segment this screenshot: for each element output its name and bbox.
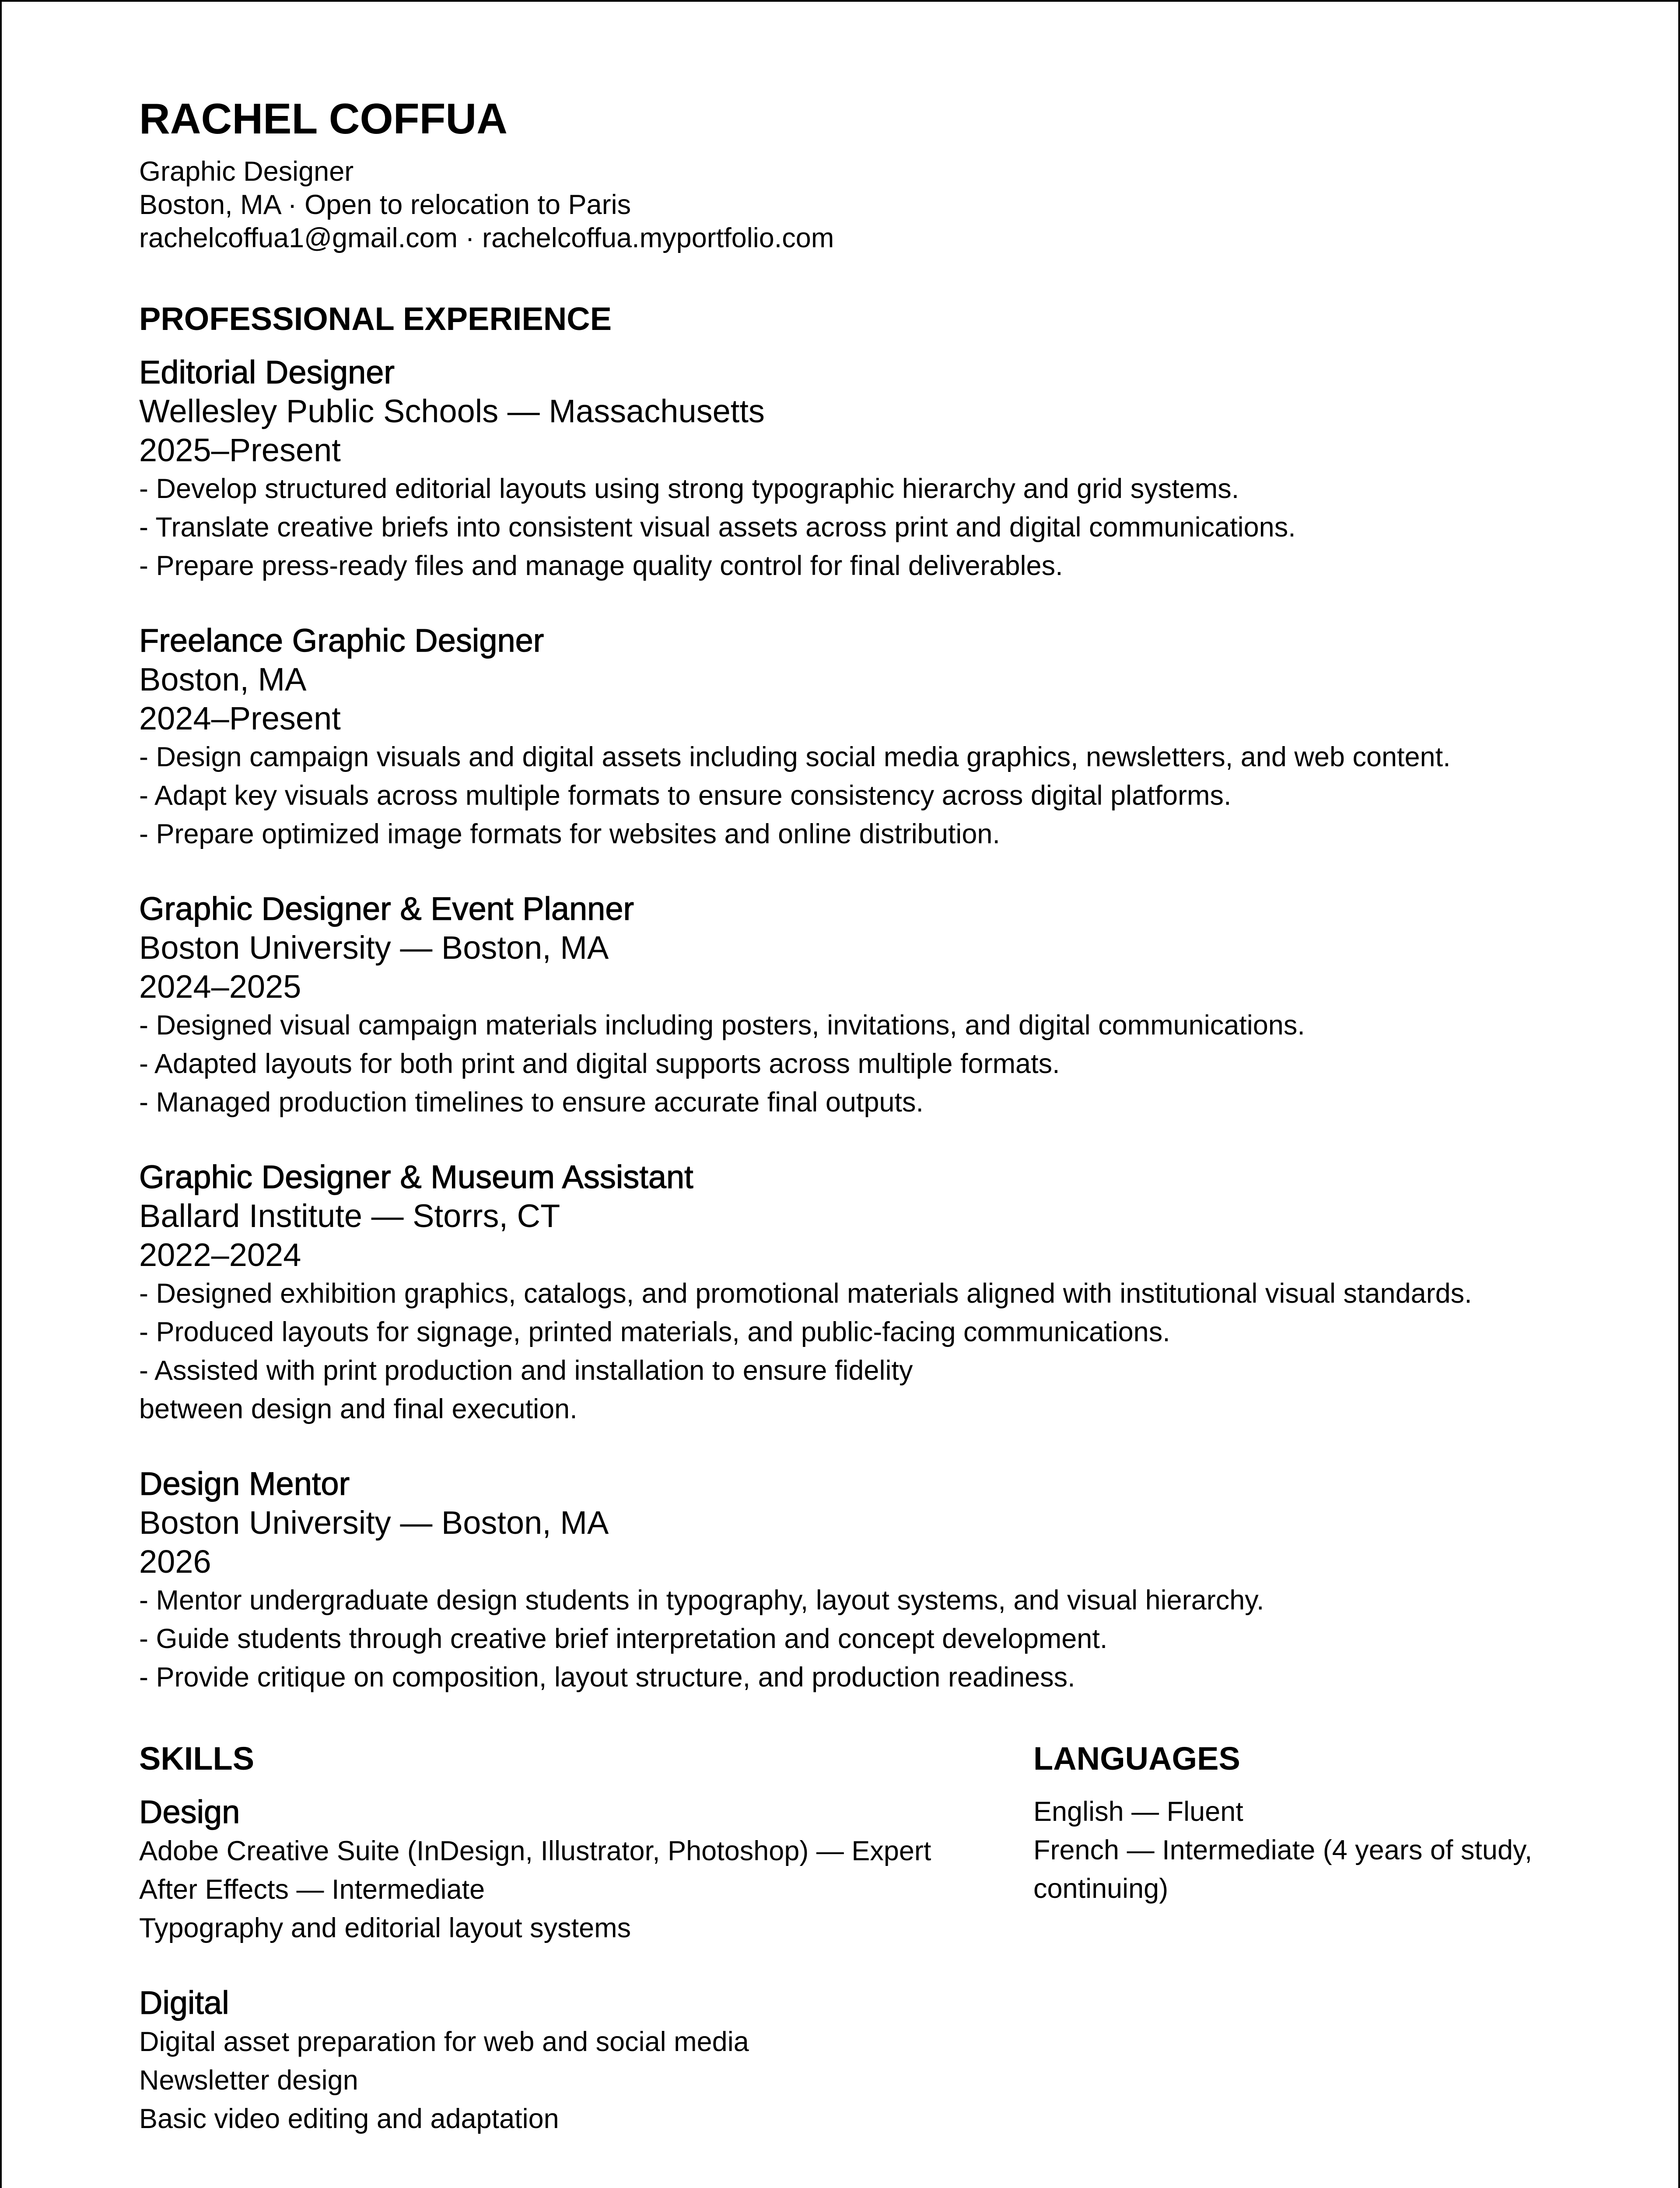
language-item: English — Fluent xyxy=(1033,1796,1243,1827)
job-role: Graphic Designer & Event Planner xyxy=(139,891,634,927)
job-dates: 2024–Present xyxy=(139,700,341,736)
contact-line: rachelcoffua1@gmail.com · rachelcoffua.myportfolio.com xyxy=(139,223,834,253)
skill-item: Newsletter design xyxy=(139,2065,358,2096)
languages-list xyxy=(1033,1792,1558,1908)
job-entry xyxy=(139,889,1548,1122)
skill-item: Digital asset preparation for web and social media xyxy=(139,2027,749,2057)
skills-group-title: Design xyxy=(139,1794,240,1830)
contact-block xyxy=(139,155,1548,255)
skills-list xyxy=(139,2023,1005,2138)
job-entry xyxy=(139,1157,1548,1428)
job-bullet: - Assisted with print production and installation to ensure fidelity xyxy=(139,1355,913,1386)
languages-heading: LANGUAGES xyxy=(1033,1740,1240,1777)
location-line: Boston, MA · Open to relocation to Paris xyxy=(139,189,631,220)
job-organization: Ballard Institute — Storrs, CT xyxy=(139,1198,560,1234)
job-bullets xyxy=(139,738,1548,853)
job-bullet: - Prepare press-ready files and manage quality control for final deliverables. xyxy=(139,551,1063,581)
job-bullets xyxy=(139,1581,1548,1697)
skills-list xyxy=(139,1832,1005,1947)
job-dates: 2022–2024 xyxy=(139,1237,301,1273)
job-title-line: Graphic Designer xyxy=(139,156,354,187)
job-role: Design Mentor xyxy=(139,1466,350,1502)
skill-item: After Effects — Intermediate xyxy=(139,1874,485,1905)
job-bullet: - Adapt key visuals across multiple formats to ensure consistency across digital platforms. xyxy=(139,780,1232,811)
job-bullet: - Prepare optimized image formats for websites and online distribution. xyxy=(139,819,1000,849)
job-dates: 2026 xyxy=(139,1543,211,1580)
skills-column xyxy=(139,1738,1005,2138)
skill-item: Adobe Creative Suite (InDesign, Illustrator, Photoshop) — Expert xyxy=(139,1836,931,1866)
bottom-section xyxy=(139,1738,1548,2158)
job-bullets xyxy=(139,1006,1548,1122)
job-role: Graphic Designer & Museum Assistant xyxy=(139,1159,693,1195)
job-bullet: - Translate creative briefs into consistent visual assets across print and digital communications. xyxy=(139,512,1296,543)
job-role: Freelance Graphic Designer xyxy=(139,622,544,659)
experience-heading: PROFESSIONAL EXPERIENCE xyxy=(139,301,612,337)
skills-heading: SKILLS xyxy=(139,1740,255,1777)
job-bullet: - Design campaign visuals and digital assets including social media graphics, newsletters, and web content. xyxy=(139,742,1451,772)
job-bullet: - Provide critique on composition, layout structure, and production readiness. xyxy=(139,1662,1075,1693)
language-item: French — Intermediate (4 years of study, xyxy=(1033,1835,1533,1865)
job-bullet: - Guide students through creative brief interpretation and concept development. xyxy=(139,1623,1108,1654)
job-bullets xyxy=(139,470,1548,585)
skill-item: Typography and editorial layout systems xyxy=(139,1913,631,1943)
languages-column xyxy=(1033,1738,1558,1908)
job-organization: Wellesley Public Schools — Massachusetts xyxy=(139,393,765,429)
job-bullet: - Designed visual campaign materials including posters, invitations, and digital communications. xyxy=(139,1010,1305,1041)
job-bullet: - Mentor undergraduate design students in typography, layout systems, and visual hierarchy. xyxy=(139,1585,1264,1616)
job-organization: Boston University — Boston, MA xyxy=(139,1504,609,1541)
skill-item: Basic video editing and adaptation xyxy=(139,2104,559,2134)
job-entry xyxy=(139,1464,1548,1697)
job-bullet: - Adapted layouts for both print and digital supports across multiple formats. xyxy=(139,1048,1060,1079)
job-dates: 2025–Present xyxy=(139,432,341,468)
job-bullet: - Develop structured editorial layouts using strong typographic hierarchy and grid systems. xyxy=(139,473,1239,504)
job-organization: Boston University — Boston, MA xyxy=(139,929,609,966)
job-entry xyxy=(139,353,1548,585)
job-bullet: between design and final execution. xyxy=(139,1394,578,1424)
job-bullet: - Managed production timelines to ensure accurate final outputs. xyxy=(139,1087,924,1118)
skills-group-title: Digital xyxy=(139,1985,229,2021)
job-role: Editorial Designer xyxy=(139,354,395,390)
job-entry xyxy=(139,621,1548,853)
job-bullets xyxy=(139,1274,1548,1428)
job-bullet: - Produced layouts for signage, printed materials, and public-facing communications. xyxy=(139,1317,1170,1347)
job-dates: 2024–2025 xyxy=(139,968,301,1005)
resume-content xyxy=(139,91,1548,1697)
job-organization: Boston, MA xyxy=(139,661,307,698)
job-bullet: - Designed exhibition graphics, catalogs, and promotional materials aligned with institutional visual standards. xyxy=(139,1278,1472,1309)
language-item: continuing) xyxy=(1033,1873,1169,1904)
candidate-name: RACHEL COFFUA xyxy=(139,95,508,143)
